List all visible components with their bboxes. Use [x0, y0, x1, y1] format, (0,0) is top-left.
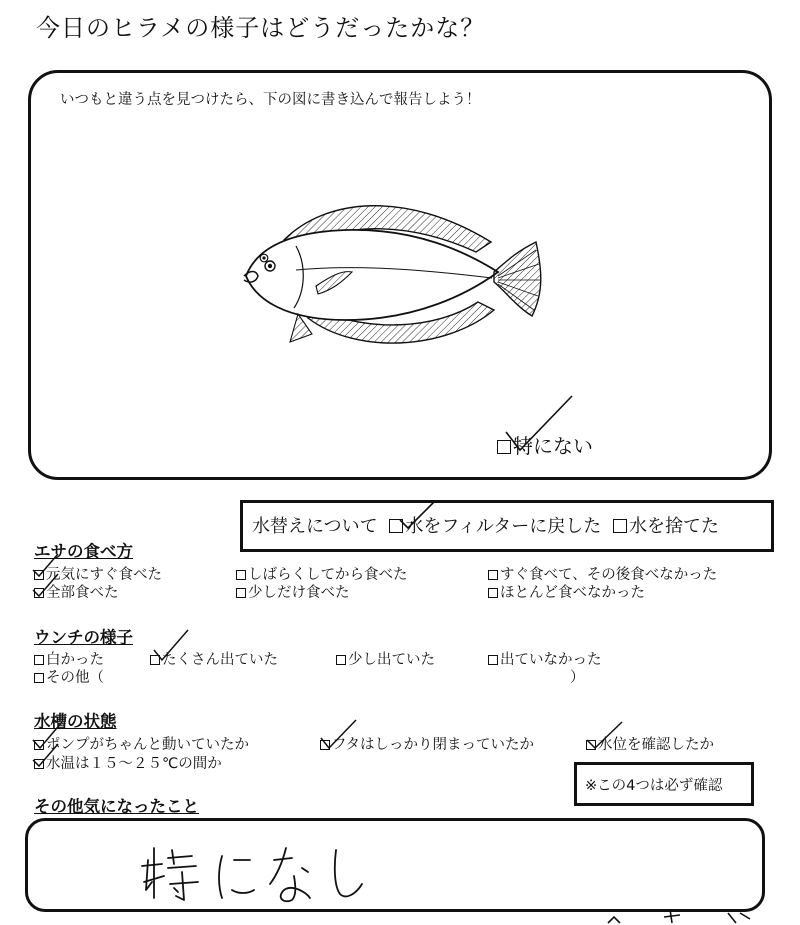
- check-mark-icon: [500, 392, 580, 458]
- check-mark-icon: [30, 572, 60, 598]
- water-change-label: 水替えについて: [252, 516, 378, 537]
- handwriting-fragment: [600, 905, 760, 925]
- water-opt-filter[interactable]: 水をフィルターに戻した: [383, 516, 601, 537]
- handwritten-answer: [140, 838, 370, 908]
- feed-opt-6[interactable]: ほとんど食べなかった: [488, 581, 645, 602]
- drawing-instruction: いつもと違う点を見つけたら、下の図に書き込んで報告しよう！: [60, 92, 481, 108]
- tank-opt-3[interactable]: 水位を確認したか: [586, 733, 714, 754]
- feed-opt-3[interactable]: すぐ食べて、その後食べなかった: [488, 563, 717, 584]
- feed-opt-5[interactable]: 少しだけ食べた: [236, 581, 350, 602]
- check-mark-icon: [150, 628, 190, 662]
- poop-heading: ウンチの様子: [34, 628, 133, 647]
- poop-opt-3[interactable]: 少し出ていた: [336, 648, 435, 669]
- tank-opt-4[interactable]: 水温は１５～２５℃の間か: [34, 752, 222, 773]
- tank-heading: 水槽の状態: [34, 712, 117, 731]
- feed-opt-1[interactable]: 元気にすぐ食べた: [34, 563, 162, 584]
- poop-other-close: ）: [570, 670, 585, 686]
- poop-opt-1[interactable]: 白かった: [34, 648, 104, 669]
- tank-opt-2[interactable]: フタはしっかり閉まっていたか: [320, 733, 534, 754]
- water-opt-discard[interactable]: 水を捨てた: [607, 516, 719, 537]
- check-mark-icon: [30, 742, 60, 768]
- page-title: 今日のヒラメの様子はどうだったかな？: [36, 14, 486, 42]
- must-check-note: ※この4つは必ず確認: [585, 778, 723, 794]
- feeding-heading: エサの食べ方: [34, 542, 133, 561]
- flounder-illustration: [236, 190, 556, 355]
- tank-opt-1[interactable]: ポンプがちゃんと動いていたか: [34, 733, 249, 754]
- poop-opt-4[interactable]: 出ていなかった: [488, 648, 602, 669]
- nothing-label: 特にない: [513, 434, 593, 458]
- feed-opt-2[interactable]: しばらくしてから食べた: [236, 563, 408, 584]
- feed-opt-4[interactable]: 全部食べた: [34, 581, 119, 602]
- water-change-row: [252, 512, 719, 538]
- other-notes-field[interactable]: [25, 818, 765, 912]
- poop-opt-other[interactable]: その他（: [34, 666, 104, 687]
- check-mark-icon: [584, 720, 624, 750]
- check-mark-icon: [398, 500, 438, 530]
- check-mark-icon: [318, 718, 358, 750]
- poop-opt-2[interactable]: たくさん出ていた: [150, 648, 278, 669]
- other-heading: その他気になったこと: [34, 797, 199, 816]
